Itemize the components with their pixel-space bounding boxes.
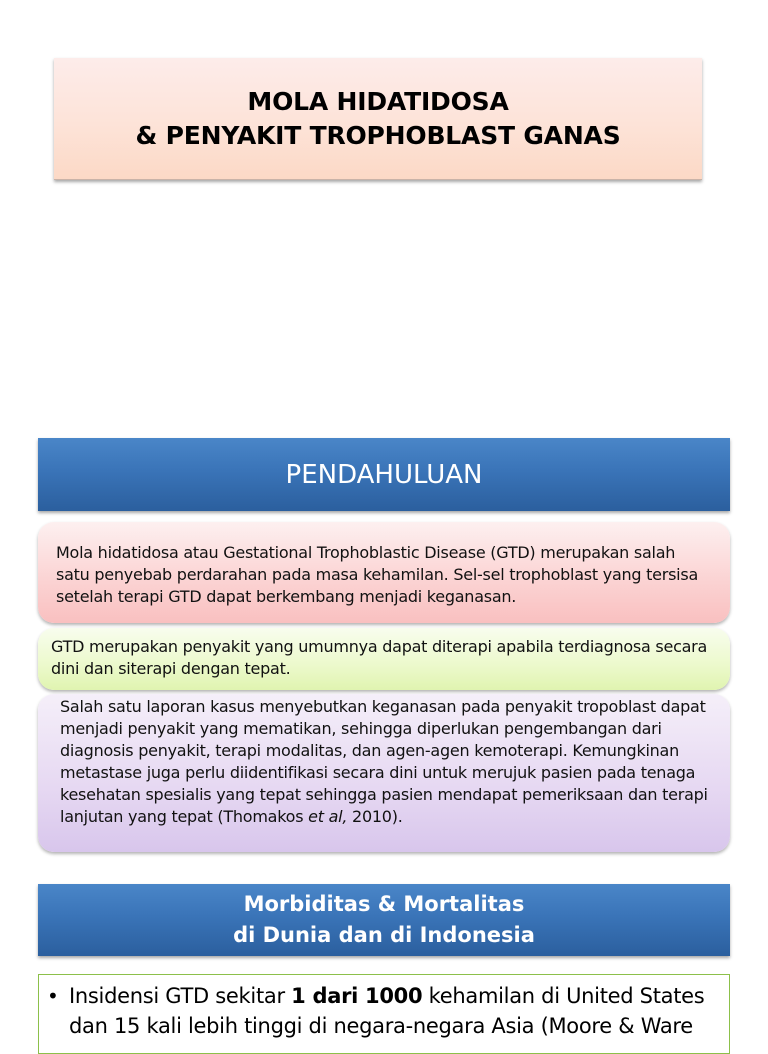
incidence-bullet-box xyxy=(38,974,730,1054)
title-line-2: & PENYAKIT TROPHOBLAST GANAS xyxy=(135,120,621,150)
citation-year: 2010). xyxy=(347,807,403,826)
intro-paragraph-1: Mola hidatidosa atau Gestational Trophoblastic Disease (GTD) merupakan salah satu penyebab perdarahan pada masa kehamilan. Sel-sel trophoblast yang tersisa setelah terapi GTD dapat berkembang menjadi keganasan. xyxy=(56,543,698,606)
bullet-text xyxy=(69,981,715,1041)
bullet-bold-ratio: 1 dari 1000 xyxy=(291,984,423,1008)
title-banner xyxy=(54,58,702,180)
section-heading-text: PENDAHULUAN xyxy=(285,459,483,490)
intro-card-purple xyxy=(38,694,730,852)
paragraph-3-text: Salah satu laporan kasus menyebutkan keganasan pada penyakit tropoblast dapat menjadi penyakit yang mematikan, sehingga diperlukan pengembangan dari diagnosis penyakit, terapi modalitas, dan agen-agen kemoterapi. Kemungkinan metastase juga perlu diidentifikasi secara dini untuk merujuk pasien pada tenaga kesehatan spesialis yang tepat sehingga pasien mendapat pemeriksaan dan terapi lanjutan yang tepat (Thomakos xyxy=(60,697,708,826)
intro-card-pink xyxy=(38,522,730,623)
bullet-prefix: Insidensi GTD sekitar xyxy=(69,984,292,1008)
bullet-icon: • xyxy=(47,984,59,1008)
citation-et-al: et al, xyxy=(308,807,348,826)
intro-card-green xyxy=(38,628,730,690)
section-header-pendahuluan xyxy=(38,438,730,511)
intro-paragraph-3 xyxy=(60,696,712,828)
title-line-1: MOLA HIDATIDOSA xyxy=(247,86,509,116)
section2-heading-line-1: Morbiditas & Mortalitas xyxy=(243,891,525,916)
bullet-item xyxy=(47,981,715,1041)
section2-heading-line-2: di Dunia dan di Indonesia xyxy=(233,923,535,947)
bullet-suffix: kehamilan di United States dan 15 kali lebih tinggi di negara-negara Asia (Moore & Ware xyxy=(69,984,705,1038)
intro-paragraph-2: GTD merupakan penyakit yang umumnya dapat diterapi apabila terdiagnosa secara dini dan siterapi dengan tepat. xyxy=(51,637,708,678)
section-header-morbiditas xyxy=(38,884,730,956)
